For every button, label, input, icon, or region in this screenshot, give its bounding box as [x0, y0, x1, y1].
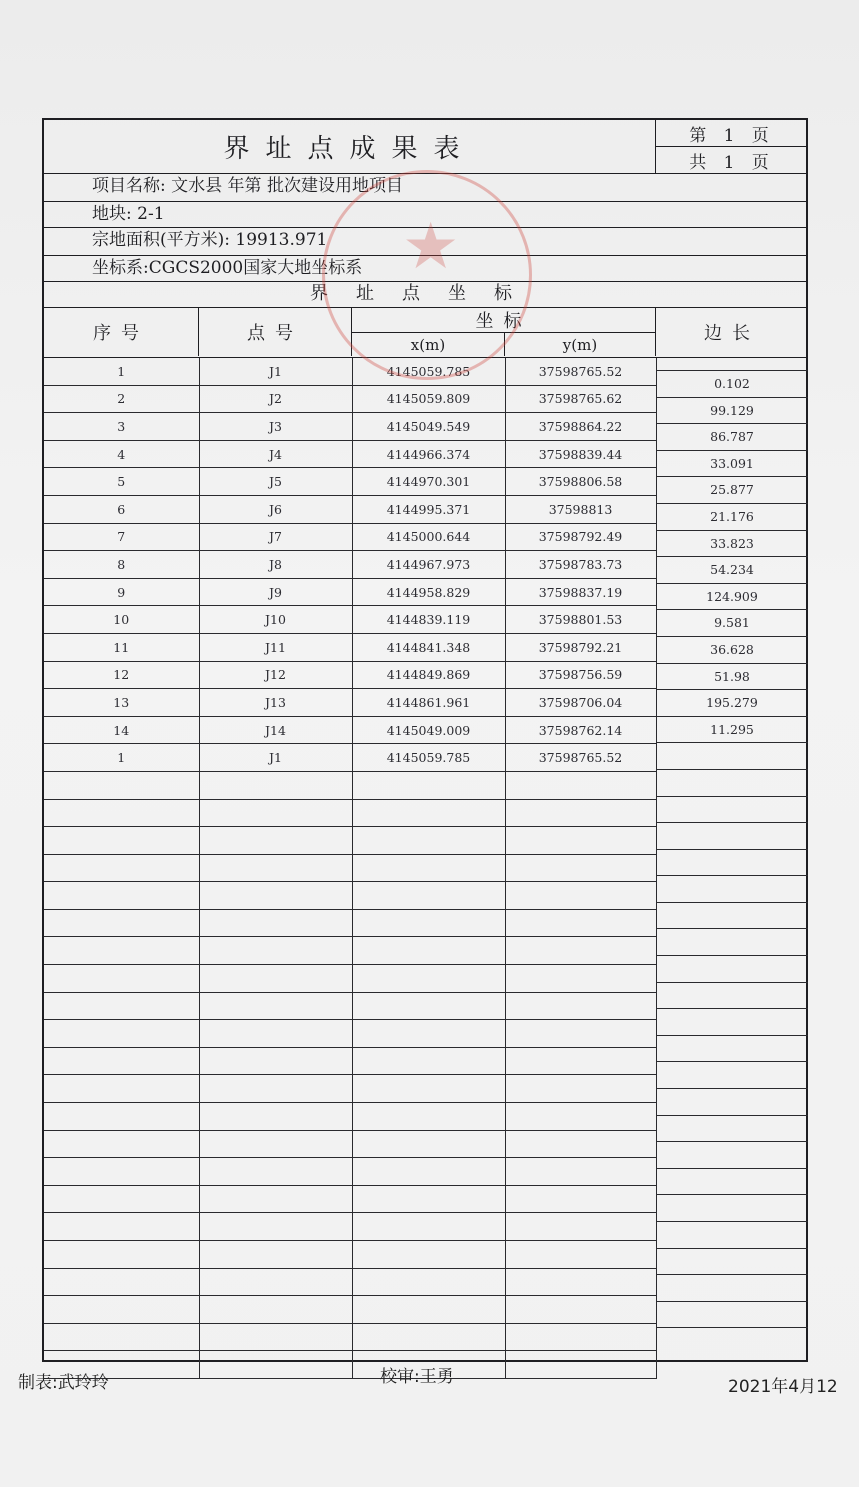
cell-point — [199, 771, 352, 799]
table-row — [44, 633, 656, 661]
cell-seq — [44, 1185, 199, 1213]
cell-seq: 8 — [44, 551, 199, 579]
cell-y — [505, 965, 656, 993]
table-row — [44, 606, 656, 634]
cell-point: J7 — [199, 523, 352, 551]
cell-x: 4144861.961 — [352, 689, 505, 717]
cell-point — [199, 882, 352, 910]
cell-x: 4145049.549 — [352, 413, 505, 441]
edge-length-cell — [656, 929, 808, 956]
edge-length-cell: 99.129 — [656, 398, 808, 425]
edge-length-cell — [656, 1089, 808, 1116]
cell-seq: 9 — [44, 578, 199, 606]
table-row — [44, 1185, 656, 1213]
edge-length-cell — [656, 1036, 808, 1063]
cell-seq: 1 — [44, 744, 199, 772]
cell-x: 4145059.809 — [352, 385, 505, 413]
cell-seq: 3 — [44, 413, 199, 441]
cell-y — [505, 1213, 656, 1241]
cell-point — [199, 1268, 352, 1296]
cell-x: 4145059.785 — [352, 744, 505, 772]
table-row — [44, 385, 656, 413]
table-row — [44, 965, 656, 993]
table-row — [44, 992, 656, 1020]
table-row — [44, 716, 656, 744]
cell-seq — [44, 1075, 199, 1103]
edge-length-cell — [656, 876, 808, 903]
cell-point — [199, 854, 352, 882]
table-row — [44, 523, 656, 551]
edge-length-cell — [656, 1062, 808, 1089]
cell-x — [352, 1075, 505, 1103]
cell-y — [505, 882, 656, 910]
cell-y: 37598765.52 — [505, 744, 656, 772]
table-row — [44, 1020, 656, 1048]
cell-x — [352, 882, 505, 910]
table-row — [44, 1296, 656, 1324]
edge-length-cell: 11.295 — [656, 717, 808, 744]
cell-seq — [44, 771, 199, 799]
cell-x: 4144849.869 — [352, 661, 505, 689]
column-header — [44, 308, 806, 358]
cell-y — [505, 1241, 656, 1269]
cell-seq — [44, 799, 199, 827]
parcel-id: 地块: 2-1 — [44, 202, 806, 228]
edge-length-cell: 54.234 — [656, 557, 808, 584]
cell-point — [199, 1296, 352, 1324]
cell-y: 37598839.44 — [505, 440, 656, 468]
cell-point — [199, 909, 352, 937]
table-row — [44, 1323, 656, 1351]
table-row — [44, 1103, 656, 1131]
cell-point — [199, 937, 352, 965]
table-row — [44, 413, 656, 441]
cell-seq — [44, 882, 199, 910]
cell-point — [199, 1351, 352, 1379]
table-row — [44, 1047, 656, 1075]
cell-seq — [44, 965, 199, 993]
cell-x — [352, 1047, 505, 1075]
date: 2021年4月12 — [728, 1377, 838, 1397]
table-row — [44, 1075, 656, 1103]
cell-point: J1 — [199, 358, 352, 385]
edge-length-cell — [656, 1142, 808, 1169]
cell-x: 4144958.829 — [352, 578, 505, 606]
cell-point: J2 — [199, 385, 352, 413]
edge-length-cell — [656, 1009, 808, 1036]
table-row — [44, 909, 656, 937]
cell-y — [505, 1103, 656, 1131]
cell-point: J1 — [199, 744, 352, 772]
table-row — [44, 578, 656, 606]
cell-x: 4144967.973 — [352, 551, 505, 579]
cell-x — [352, 1185, 505, 1213]
cell-y — [505, 1158, 656, 1186]
table-row — [44, 1213, 656, 1241]
table-row — [44, 1158, 656, 1186]
cell-seq: 1 — [44, 358, 199, 385]
cell-point — [199, 1075, 352, 1103]
cell-seq: 7 — [44, 523, 199, 551]
cell-seq — [44, 854, 199, 882]
cell-x — [352, 1323, 505, 1351]
table-row — [44, 882, 656, 910]
table-row — [44, 854, 656, 882]
cell-point — [199, 1323, 352, 1351]
cell-y — [505, 799, 656, 827]
cell-x — [352, 937, 505, 965]
cell-seq: 12 — [44, 661, 199, 689]
cell-seq: 5 — [44, 468, 199, 496]
edge-length-cell — [656, 850, 808, 877]
edge-length-cell: 36.628 — [656, 637, 808, 664]
cell-x: 4144966.374 — [352, 440, 505, 468]
cell-y — [505, 909, 656, 937]
cell-x — [352, 1296, 505, 1324]
cell-seq: 11 — [44, 633, 199, 661]
table-row — [44, 468, 656, 496]
cell-y: 37598806.58 — [505, 468, 656, 496]
cell-seq — [44, 992, 199, 1020]
cell-y — [505, 1268, 656, 1296]
cell-seq — [44, 1158, 199, 1186]
edge-length-cell — [656, 956, 808, 983]
cell-y — [505, 1351, 656, 1379]
cell-x — [352, 1020, 505, 1048]
table-row — [44, 1351, 656, 1379]
edge-length-cell — [656, 1302, 808, 1329]
cell-x — [352, 1130, 505, 1158]
cell-point — [199, 1103, 352, 1131]
cell-point — [199, 1020, 352, 1048]
coordinate-system: 坐标系:CGCS2000国家大地坐标系 — [44, 256, 806, 282]
cell-y — [505, 1323, 656, 1351]
cell-seq — [44, 1241, 199, 1269]
cell-seq — [44, 1213, 199, 1241]
edge-length-cell — [656, 1275, 808, 1302]
cell-x — [352, 1241, 505, 1269]
edge-length-cell — [656, 1249, 808, 1276]
cell-x: 4145059.785 — [352, 358, 505, 385]
cell-point — [199, 799, 352, 827]
cell-point — [199, 965, 352, 993]
cell-x — [352, 1268, 505, 1296]
table-row — [44, 1268, 656, 1296]
cell-y: 37598765.62 — [505, 385, 656, 413]
cell-seq: 14 — [44, 716, 199, 744]
project-name: 项目名称: 文水县 年第 批次建设用地项目 — [44, 174, 806, 202]
edge-length-cell: 51.98 — [656, 664, 808, 691]
edge-length-cell — [656, 1222, 808, 1249]
header-x: x(m) — [352, 332, 505, 356]
cell-x — [352, 827, 505, 855]
cell-y — [505, 1130, 656, 1158]
cell-y: 37598792.21 — [505, 633, 656, 661]
cell-y: 37598801.53 — [505, 606, 656, 634]
edge-length-cell — [656, 770, 808, 797]
cell-x: 4144839.119 — [352, 606, 505, 634]
edge-length-cell — [656, 983, 808, 1010]
cell-point — [199, 827, 352, 855]
cell-point — [199, 1213, 352, 1241]
checked-by: 校审:王勇 — [380, 1367, 454, 1387]
cell-y — [505, 1185, 656, 1213]
table-row — [44, 937, 656, 965]
cell-x: 4144841.348 — [352, 633, 505, 661]
cell-x — [352, 854, 505, 882]
page-current: 第 1 页 — [656, 120, 808, 147]
table-row — [44, 744, 656, 772]
cell-y: 37598783.73 — [505, 551, 656, 579]
cell-seq — [44, 1130, 199, 1158]
cell-seq — [44, 1268, 199, 1296]
cell-x — [352, 992, 505, 1020]
table-row — [44, 661, 656, 689]
edge-length-cell — [656, 823, 808, 850]
edge-length-cell — [656, 1116, 808, 1143]
edge-length-cell: 21.176 — [656, 504, 808, 531]
table-row — [44, 689, 656, 717]
edge-length-cell — [656, 1195, 808, 1222]
cell-y — [505, 827, 656, 855]
cell-y: 37598706.04 — [505, 689, 656, 717]
table-row — [44, 551, 656, 579]
header-y: y(m) — [505, 332, 656, 356]
cell-seq: 6 — [44, 495, 199, 523]
header-seq: 序号 — [44, 308, 199, 356]
edge-spacer — [656, 358, 808, 371]
cell-seq — [44, 1323, 199, 1351]
table-row — [44, 827, 656, 855]
header-edge: 边长 — [704, 323, 760, 344]
cell-y: 37598762.14 — [505, 716, 656, 744]
cell-point — [199, 1241, 352, 1269]
cell-y — [505, 771, 656, 799]
cell-point: J9 — [199, 578, 352, 606]
cell-seq — [44, 909, 199, 937]
cell-x — [352, 1213, 505, 1241]
cell-x — [352, 965, 505, 993]
edge-length-cell: 33.091 — [656, 451, 808, 478]
edge-length-column — [656, 358, 808, 1328]
edge-length-cell: 124.909 — [656, 584, 808, 611]
table-row — [44, 1130, 656, 1158]
edge-length-cell: 9.581 — [656, 610, 808, 637]
header-coord: 坐标 — [352, 308, 656, 332]
cell-y — [505, 1020, 656, 1048]
cell-y: 37598813 — [505, 495, 656, 523]
cell-point: J5 — [199, 468, 352, 496]
cell-point: J14 — [199, 716, 352, 744]
cell-x — [352, 1158, 505, 1186]
cell-point: J13 — [199, 689, 352, 717]
cell-x: 4144970.301 — [352, 468, 505, 496]
table-row — [44, 1241, 656, 1269]
cell-seq: 4 — [44, 440, 199, 468]
table-row — [44, 799, 656, 827]
cell-seq — [44, 1047, 199, 1075]
cell-point — [199, 1130, 352, 1158]
cell-y — [505, 937, 656, 965]
cell-seq — [44, 1103, 199, 1131]
cell-point: J10 — [199, 606, 352, 634]
cell-y — [505, 992, 656, 1020]
table-row — [44, 358, 656, 385]
cell-y: 37598756.59 — [505, 661, 656, 689]
cell-seq — [44, 1296, 199, 1324]
edge-length-cell: 86.787 — [656, 424, 808, 451]
cell-y — [505, 1075, 656, 1103]
cell-point: J8 — [199, 551, 352, 579]
seal-star-icon: ★ — [402, 210, 460, 284]
cell-y: 37598765.52 — [505, 358, 656, 385]
cell-x — [352, 1103, 505, 1131]
cell-y — [505, 1296, 656, 1324]
cell-x: 4144995.371 — [352, 495, 505, 523]
cell-y — [505, 854, 656, 882]
edge-length-cell — [656, 903, 808, 930]
table-title: 界址点成果表 — [44, 120, 656, 174]
cell-y: 37598837.19 — [505, 578, 656, 606]
table-row — [44, 771, 656, 799]
header-point: 点号 — [199, 308, 352, 356]
edge-length-cell — [656, 1169, 808, 1196]
cell-point — [199, 1047, 352, 1075]
edge-length-cell: 195.279 — [656, 690, 808, 717]
cell-x — [352, 771, 505, 799]
made-by: 制表:武玲玲 — [18, 1373, 109, 1393]
edge-length-cell: 0.102 — [656, 371, 808, 398]
cell-seq: 10 — [44, 606, 199, 634]
cell-point: J4 — [199, 440, 352, 468]
edge-length-cell — [656, 743, 808, 770]
cell-x — [352, 799, 505, 827]
cell-seq — [44, 937, 199, 965]
cell-x: 4145049.009 — [352, 716, 505, 744]
point-grid — [44, 358, 657, 1379]
cell-point — [199, 1185, 352, 1213]
cell-y: 37598792.49 — [505, 523, 656, 551]
cell-point: J11 — [199, 633, 352, 661]
cell-y — [505, 1047, 656, 1075]
cell-x — [352, 909, 505, 937]
edge-length-cell — [656, 797, 808, 824]
edge-length-cell: 33.823 — [656, 531, 808, 558]
cell-x: 4145000.644 — [352, 523, 505, 551]
cell-seq — [44, 1020, 199, 1048]
cell-point: J3 — [199, 413, 352, 441]
cell-y: 37598864.22 — [505, 413, 656, 441]
cell-point — [199, 1158, 352, 1186]
cell-seq — [44, 827, 199, 855]
cell-point: J6 — [199, 495, 352, 523]
page-total: 共 1 页 — [656, 147, 808, 174]
section-title: 界址点坐标 — [44, 282, 806, 308]
cell-point: J12 — [199, 661, 352, 689]
edge-length-cell: 25.877 — [656, 477, 808, 504]
cell-seq: 2 — [44, 385, 199, 413]
parcel-area: 宗地面积(平方米): 19913.971 — [44, 228, 806, 256]
cell-seq: 13 — [44, 689, 199, 717]
boundary-point-table — [42, 118, 808, 1362]
table-row — [44, 495, 656, 523]
table-row — [44, 440, 656, 468]
cell-point — [199, 992, 352, 1020]
